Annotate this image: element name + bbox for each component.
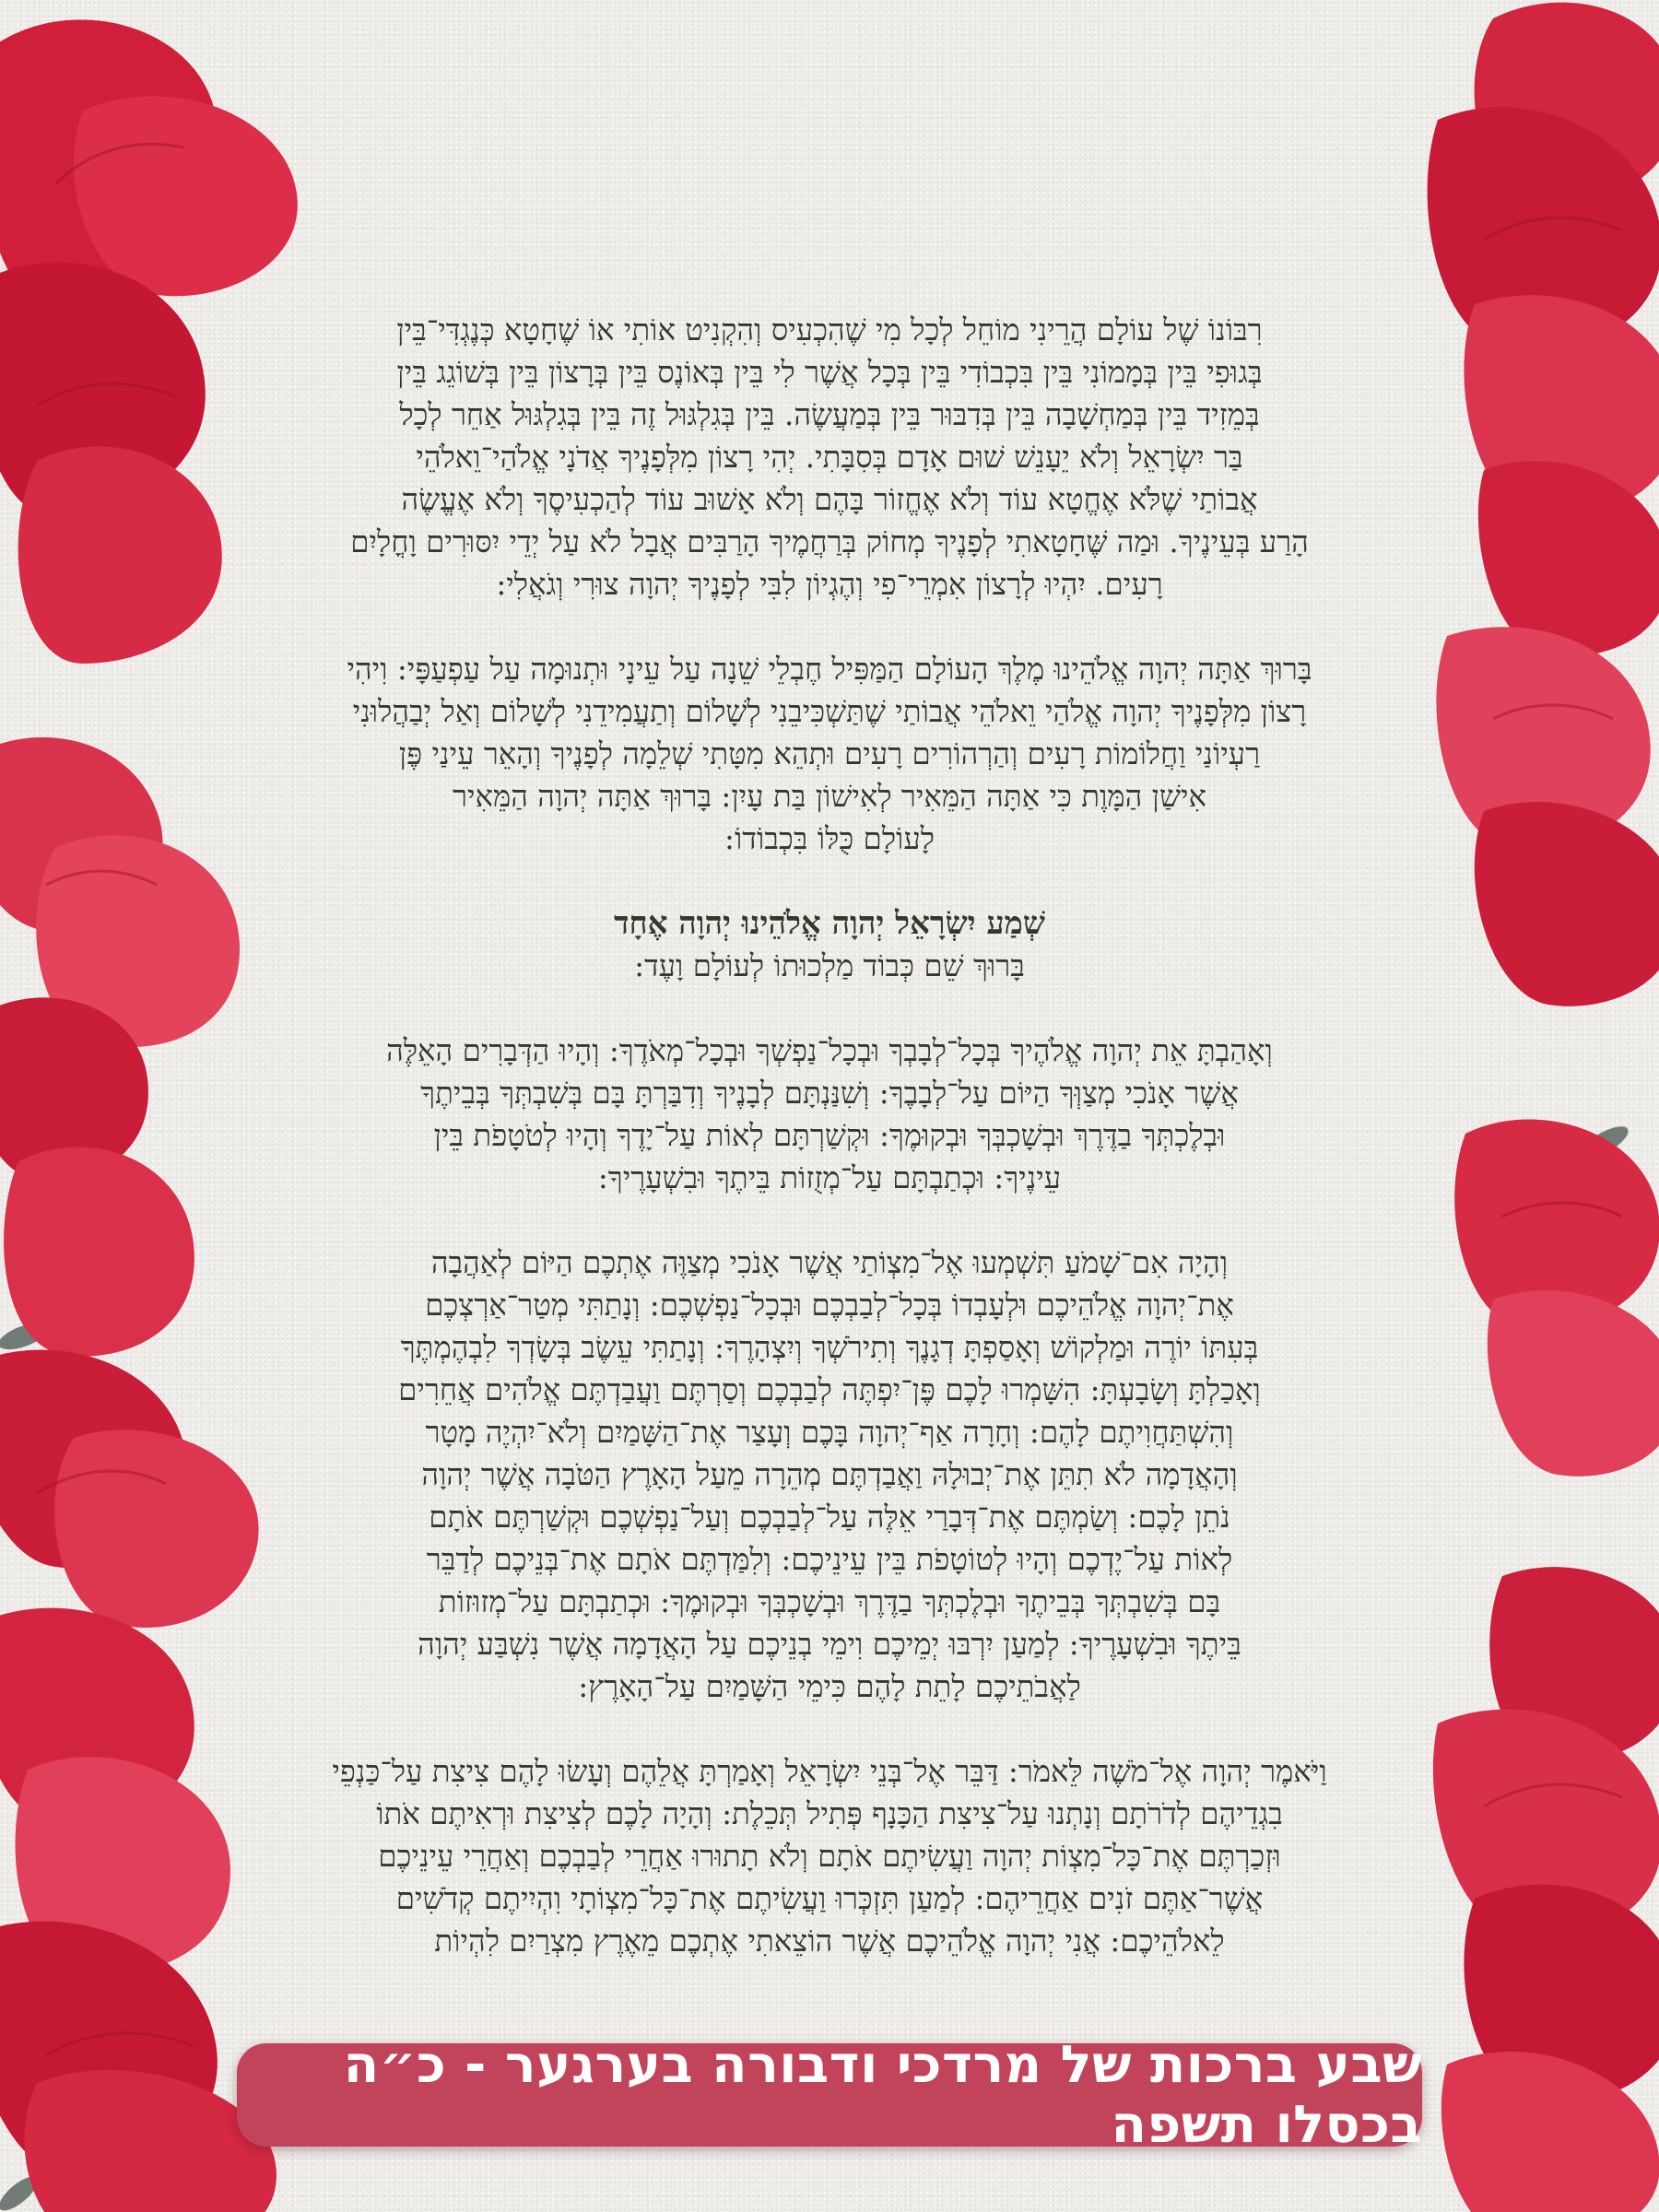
prayer-paragraph-hamapil: בָּרוּךְ אַתָּה יְהוָה אֱלֹהֵינוּ מֶלֶךְ הָעוֹלָם הַמַּפִּיל חֶבְלֵי שֵׁנָה עַל עֵינָי וּתְנוּמָה עַל עַפְעַפָּי: וִיהִי רָצוֹן מִלְּפָנֶיךָ יְהוָה אֱלֹהַי וֵאלֹהֵי אֲבוֹתַי שֶׁתַּשְׁכִּיבֵנִי לְשָׁלוֹם וְתַעֲמִידֵנִי לְשָׁלוֹם וְאַל יְבַהֲלוּנִי רַעְיוֹנַי וַחֲלוֹמוֹת רָעִים וְהַרְהוֹרִים רָעִים וּתְהֵא מִטָּתִי שְׁלֵמָה לְפָנֶיךָ וְהָאֵר עֵינַי פֶּן אִישַׁן הַמָּוֶת כִּי אַתָּה הַמֵּאִיר לְאִישׁוֹן בַּת עָיִן: בָּרוּךְ אַתָּה יְהוָה הַמֵּאִיר לָעוֹלָם כֻּלּוֹ בִּכְבוֹדוֹ:: [347, 652, 1312, 856]
prayer-paragraph-forgiveness: רִבּוֹנוֹ שֶׁל עוֹלָם הֲרֵינִי מוֹחֵל לְכָל מִי שֶׁהִכְעִיס וְהִקְנִיט אוֹתִי אוֹ שֶׁחָטָא כְּנֶגְדִּי־בֵּין בְּגוּפִי בֵּין בְּמָמוֹנִי בֵּין בִּכְבוֹדִי בֵּין בְּכָל אֲשֶׁר לִי בֵּין בְּאוֹנֶס בֵּין בְּרָצוֹן בֵּין בְּשׁוֹגֵג בֵּין בְּמֵזִיד בֵּין בְּמַחְשָׁבָה בֵּין בְּדִבּוּר בֵּין בְּמַעֲשֶׂה. בֵּין בְּגִלְגּוּל זֶה בֵּין בְּגִלְגּוּל אַחֵר לְכָל בַּר יִשְׂרָאֵל וְלֹא יֵעָנֵשׁ שׁוּם אָדָם בְּסִבָּתִי. יְהִי רָצוֹן מִלְּפָנֶיךָ אֲדֹנָי אֱלֹהַי־וֵאלֹהֵי אֲבוֹתַי שֶׁלֹּא אֶחֱטָא עוֹד וְלֹא אֶחֱזוֹר בָּהֶם וְלֹא אָשׁוּב עוֹד לְהַכְעִיסֶךָ וְלֹא אֶעֱשֶׂה הָרַע בְּעֵינֶיךָ. וּמַה שֶּׁחָטָאתִי לְפָנֶיךָ מְחוֹק בְּרַחֲמֶיךָ הָרַבִּים אֲבָל לֹא עַל יְדֵי יִסּוּרִים וָחֳלָיִם רָעִים. יִהְיוּ לְרָצוֹן אִמְרֵי־פִי וְהֶגְיוֹן לִבִּי לְפָנֶיךָ יְהוָה צוּרִי וְגֹאֲלִי:: [350, 312, 1309, 602]
baruch-shem-line: בָּרוּךְ שֵׁם כְּבוֹד מַלְכוּתוֹ לְעוֹלָם וָעֶד:: [634, 948, 1025, 983]
event-banner-text: שבע ברכות של מרדכי ודבורה בערגער - כ״ה בכסלו תשפה: [343, 2035, 1422, 2155]
petals-right: [1428, 3, 1659, 2212]
prayer-paragraph-vehaya: וְהָיָה אִם־שָׁמֹעַ תִּשְׁמְעוּ אֶל־מִצְוֹתַי אֲשֶׁר אָנֹכִי מְצַוֶּה אֶתְכֶם הַיּוֹם לְאַהֲבָה אֶת־יְהוָה אֱלֹהֵיכֶם וּלְעָבְדוֹ בְּכָל־לְבַבְכֶם וּבְכָל־נַפְשְׁכֶם: וְנָתַתִּי מְטַר־אַרְצְכֶם בְּעִתּוֹ יוֹרֶה וּמַלְקוֹשׁ וְאָסַפְתָּ דְגָנֶךָ וְתִירֹשְׁךָ וְיִצְהָרֶךָ: וְנָתַתִּי עֵשֶׂב בְּשָׂדְךָ לִבְהֶמְתֶּךָ וְאָכַלְתָּ וְשָׂבָעְתָּ: הִשָּׁמְרוּ לָכֶם פֶּן־יִפְתֶּה לְבַבְכֶם וְסַרְתֶּם וַעֲבַדְתֶּם אֱלֹהִים אֲחֵרִים וְהִשְׁתַּחֲוִיתֶם לָהֶם: וְחָרָה אַף־יְהוָה בָּכֶם וְעָצַר אֶת־הַשָּׁמַיִם וְלֹא־יִהְיֶה מָטָר וְהָאֲדָמָה לֹא תִתֵּן אֶת־יְבוּלָהּ וַאֲבַדְתֶּם מְהֵרָה מֵעַל הָאָרֶץ הַטֹּבָה אֲשֶׁר יְהוָה נֹתֵן לָכֶם: וְשַׂמְתֶּם אֶת־דְּבָרַי אֵלֶּה עַל־לְבַבְכֶם וְעַל־נַפְשְׁכֶם וּקְשַׁרְתֶּם אֹתָם לְאוֹת עַל־יֶדְכֶם וְהָיוּ לְטוֹטָפֹת בֵּין עֵינֵיכֶם: וְלִמַּדְתֶּם אֹתָם אֶת־בְּנֵיכֶם לְדַבֵּר בָּם בְּשִׁבְתְּךָ בְּבֵיתֶךָ וּבְלֶכְתְּךָ בַדֶּרֶךְ וּבְשָׁכְבְּךָ וּבְקוּמֶךָ: וּכְתַבְתָּם עַל־מְזוּזוֹת בֵּיתֶךָ וּבִשְׁעָרֶיךָ: לְמַעַן יִרְבּוּ יְמֵיכֶם וִימֵי בְנֵיכֶם עַל הָאֲדָמָה אֲשֶׁר נִשְׁבַּע יְהוָה לַאֲבֹתֵיכֶם לָתֵת לָהֶם כִּימֵי הַשָּׁמַיִם עַל־הָאָרֶץ:: [398, 1245, 1261, 1704]
prayer-text-column: [221, 309, 1438, 2005]
prayer-paragraph-vayomer: וַיֹּאמֶר יְהוָה אֶל־מֹשֶׁה לֵּאמֹר: דַּבֵּר אֶל־בְּנֵי יִשְׂרָאֵל וְאָמַרְתָּ אֲלֵהֶם וְעָשׂוּ לָהֶם צִיצִת עַל־כַּנְפֵי בִגְדֵיהֶם לְדֹרֹתָם וְנָתְנוּ עַל־צִיצִת הַכָּנָף פְּתִיל תְּכֵלֶת: וְהָיָה לָכֶם לְצִיצִת וּרְאִיתֶם אֹתוֹ וּזְכַרְתֶּם אֶת־כָּל־מִצְוֹת יְהוָה וַעֲשִׂיתֶם אֹתָם וְלֹא תָתוּרוּ אַחֲרֵי לְבַבְכֶם וְאַחֲרֵי עֵינֵיכֶם אֲשֶׁר־אַתֶּם זֹנִים אַחֲרֵיהֶם: לְמַעַן תִּזְכְּרוּ וַעֲשִׂיתֶם אֶת־כָּל־מִצְוֹתָי וִהְיִיתֶם קְדֹשִׁים לֵאלֹהֵיכֶם: אֲנִי יְהוָה אֱלֹהֵיכֶם אֲשֶׁר הוֹצֵאתִי אֶתְכֶם מֵאֶרֶץ מִצְרַיִם לִהְיוֹת: [332, 1754, 1327, 1959]
shema-heading: שְׁמַע יִשְׂרָאֵל יְהוָה אֱלֹהֵינוּ יְהוָה אֶחָד: [614, 905, 1045, 942]
prayer-paragraph-veahavta: וְאָהַבְתָּ אֵת יְהוָה אֱלֹהֶיךָ בְּכָל־לְבָבְךָ וּבְכָל־נַפְשְׁךָ וּבְכָל־מְאֹדֶךָ: וְהָיוּ הַדְּבָרִים הָאֵלֶּה אֲשֶׁר אָנֹכִי מְצַוְּךָ הַיּוֹם עַל־לְבָבֶךָ: וְשִׁנַּנְתָּם לְבָנֶיךָ וְדִבַּרְתָּ בָּם בְּשִׁבְתְּךָ בְּבֵיתֶךָ וּבְלֶכְתְּךָ בַדֶּרֶךְ וּבְשָׁכְבְּךָ וּבְקוּמֶךָ: וּקְשַׁרְתָּם לְאוֹת עַל־יָדֶךָ וְהָיוּ לְטֹטָפֹת בֵּין עֵינֶיךָ: וּכְתַבְתָּם עַל־מְזֻזוֹת בֵּיתֶךָ וּבִשְׁעָרֶיךָ:: [386, 1033, 1273, 1195]
shema-heading-block: [221, 902, 1438, 987]
event-banner: [237, 2035, 1422, 2155]
